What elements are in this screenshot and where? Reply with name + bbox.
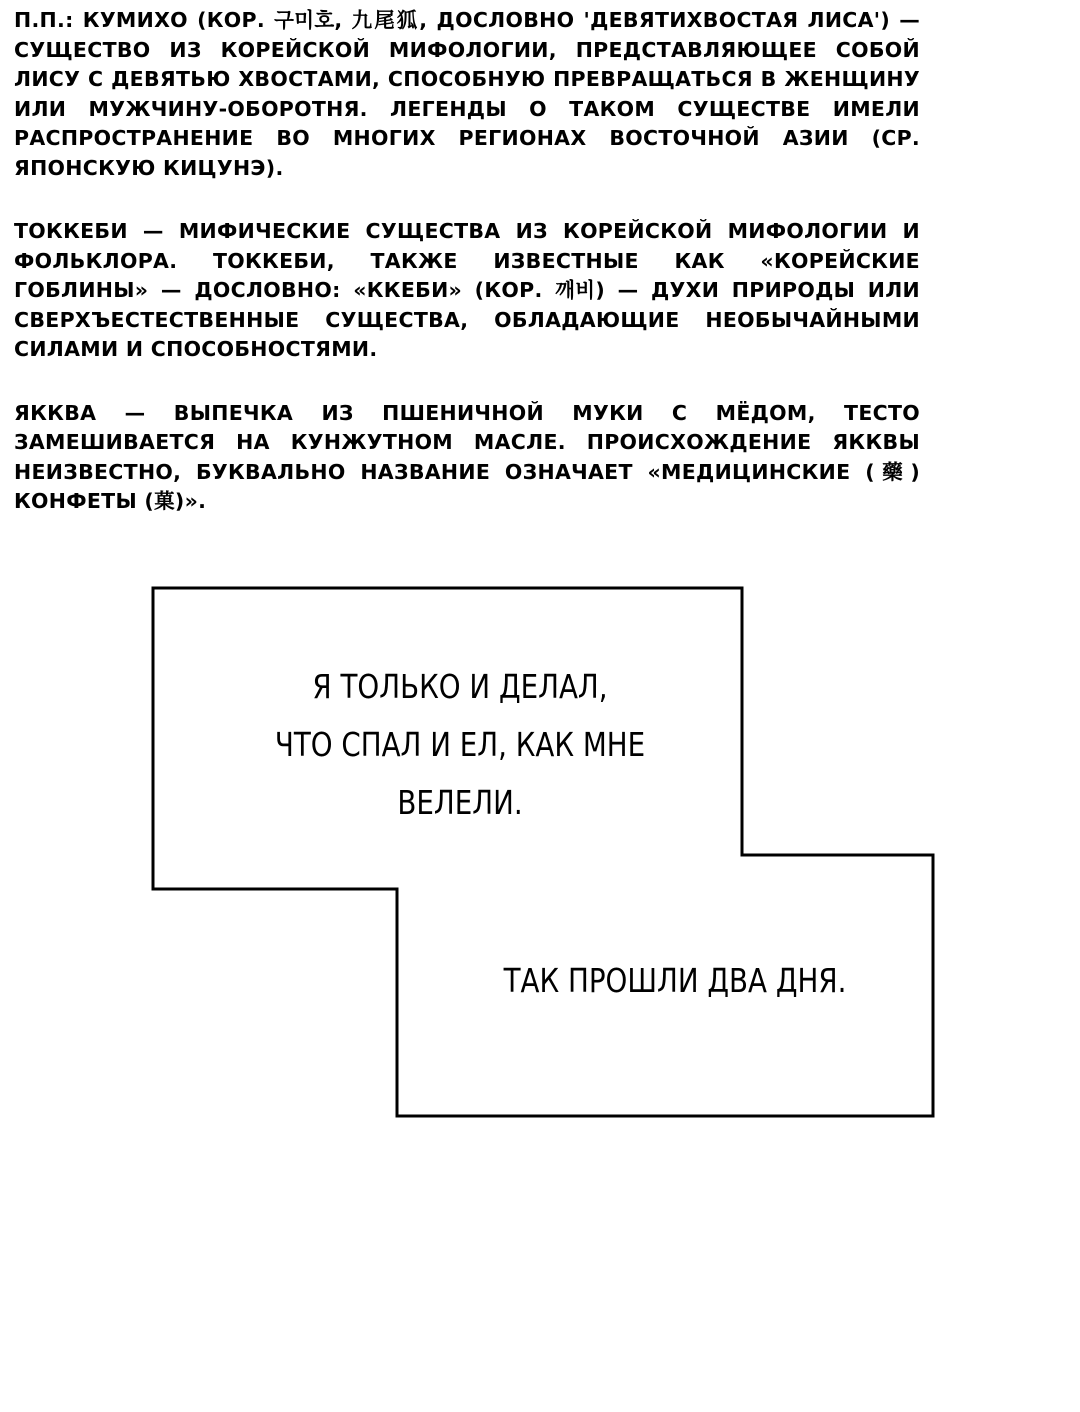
caption-line-2: ЧТО СПАЛ И ЕЛ, КАК МНЕ	[274, 725, 646, 764]
caption-line-3: ВЕЛЕЛИ.	[397, 783, 523, 822]
narration-caption-2	[486, 952, 864, 1010]
note-kumiho: П.П.: КУМИХО (КОР. 구미호, 九尾狐, ДОСЛОВНО 'ДЕВЯТИХВОСТАЯ ЛИСА') — СУЩЕСТВО ИЗ КОРЕЙСКОЙ МИФОЛОГИИ, ПРЕДСТАВЛЯЮЩЕЕ СОБОЙ ЛИСУ С ДЕВЯТЬЮ ХВОСТАМИ, СПОСОБНУЮ ПРЕВРАЩАТЬСЯ В ЖЕНЩИНУ ИЛИ МУЖЧИНУ-ОБОРОТНЯ. ЛЕГЕНДЫ О ТАКОМ СУЩЕСТВЕ ИМЕЛИ РАСПРОСТРАНЕНИЕ ВО МНОГИХ РЕГИОНАХ ВОСТОЧНОЙ АЗИИ (СР. ЯПОНСКУЮ КИЦУНЭ).	[14, 8, 920, 180]
narration-caption-1	[258, 658, 661, 832]
caption-line-4: ТАК ПРОШЛИ ДВА ДНЯ.	[503, 961, 847, 1000]
caption-line-1: Я ТОЛЬКО И ДЕЛАЛ,	[312, 667, 608, 706]
note-tokkebi: ТОККЕБИ — МИФИЧЕСКИЕ СУЩЕСТВА ИЗ КОРЕЙСКОЙ МИФОЛОГИИ И ФОЛЬКЛОРА. ТОККЕБИ, ТАКЖЕ ИЗВЕСТНЫЕ КАК «КОРЕЙСКИЕ ГОБЛИНЫ» — ДОСЛОВНО: «ККЕБИ» (КОР. 깨비) — ДУХИ ПРИРОДЫ ИЛИ СВЕРХЪЕСТЕСТВЕННЫЕ СУЩЕСТВА, ОБЛАДАЮЩИЕ НЕОБЫЧАЙНЫМИ СИЛАМИ И СПОСОБНОСТЯМИ.	[14, 219, 920, 361]
note-yakgwa: ЯККВА — ВЫПЕЧКА ИЗ ПШЕНИЧНОЙ МУКИ С МЁДОМ, ТЕСТО ЗАМЕШИВАЕТСЯ НА КУНЖУТНОМ МАСЛЕ. ПРОИСХОЖДЕНИЕ ЯККВЫ НЕИЗВЕСТНО, БУКВАЛЬНО НАЗВАНИЕ ОЗНАЧАЕТ «МЕДИЦИНСКИЕ (藥) КОНФЕТЫ (菓)».	[14, 400, 920, 513]
